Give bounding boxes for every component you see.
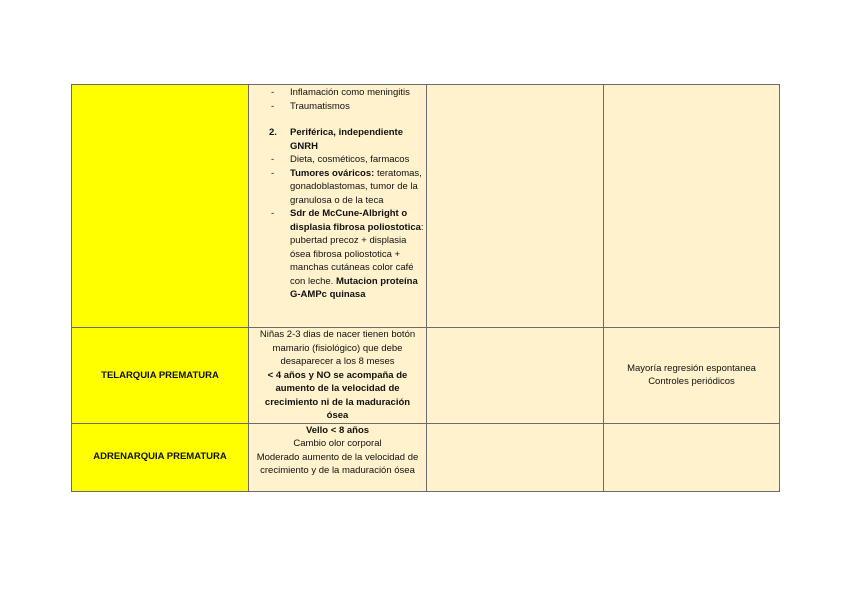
list-item: - Tumores ováricos: teratomas, gonadoblastomas, tumor de la granulosa o de la teca: [271, 167, 422, 206]
description-bold-text: Vello < 8 años: [305, 424, 370, 436]
management-cell: [604, 85, 780, 328]
description-bold-text: < 4 años y NO se acompaña de aumento de la velocidad de crecimiento ni de la maduración ósea: [264, 369, 411, 421]
management-line: Controles periódicos: [648, 376, 735, 388]
row-label-cell: [72, 85, 249, 328]
description-text: Moderado aumento de la velocidad de crecimiento y de la maduración ósea: [256, 451, 419, 476]
cause-list: [249, 85, 426, 302]
row-label-cell: TELARQUIA PREMATURA: [72, 328, 249, 424]
description-text: Cambio olor corporal: [293, 438, 382, 449]
management-line: Mayoría regresión espontanea: [627, 362, 756, 374]
list-item: - Dieta, cosméticos, farmacos: [271, 154, 410, 165]
description-cell: [249, 423, 427, 491]
clinical-table: [71, 84, 780, 492]
empty-cell: [427, 85, 604, 328]
empty-cell: [427, 423, 604, 491]
row-label-cell: ADRENARQUIA PREMATURA: [72, 423, 249, 491]
description-text: Niñas 2-3 dias de nacer tienen botón mamario (fisiológico) que debe desaparecer a los 8 meses: [259, 329, 416, 367]
empty-cell: [427, 328, 604, 424]
table-row: [72, 423, 780, 491]
table-row: [72, 85, 780, 328]
section-heading: 2. Periférica, independiente GNRH: [269, 127, 403, 152]
management-cell: [604, 328, 780, 424]
list-item: - Traumatismos: [271, 100, 350, 112]
management-cell: [604, 423, 780, 491]
description-cell: [249, 328, 427, 424]
list-item: - Sdr de McCune-Albright o displasia fibrosa poliostotica: pubertad precoz + displasia ósea fibrosa poliostotica + manchas cutáneas color café con leche. Mutacion proteína G-AMPc quinasa: [271, 208, 424, 300]
list-item: - Inflamación como meningitis: [271, 87, 410, 98]
description-cell: [249, 85, 427, 328]
table-row: [72, 328, 780, 424]
